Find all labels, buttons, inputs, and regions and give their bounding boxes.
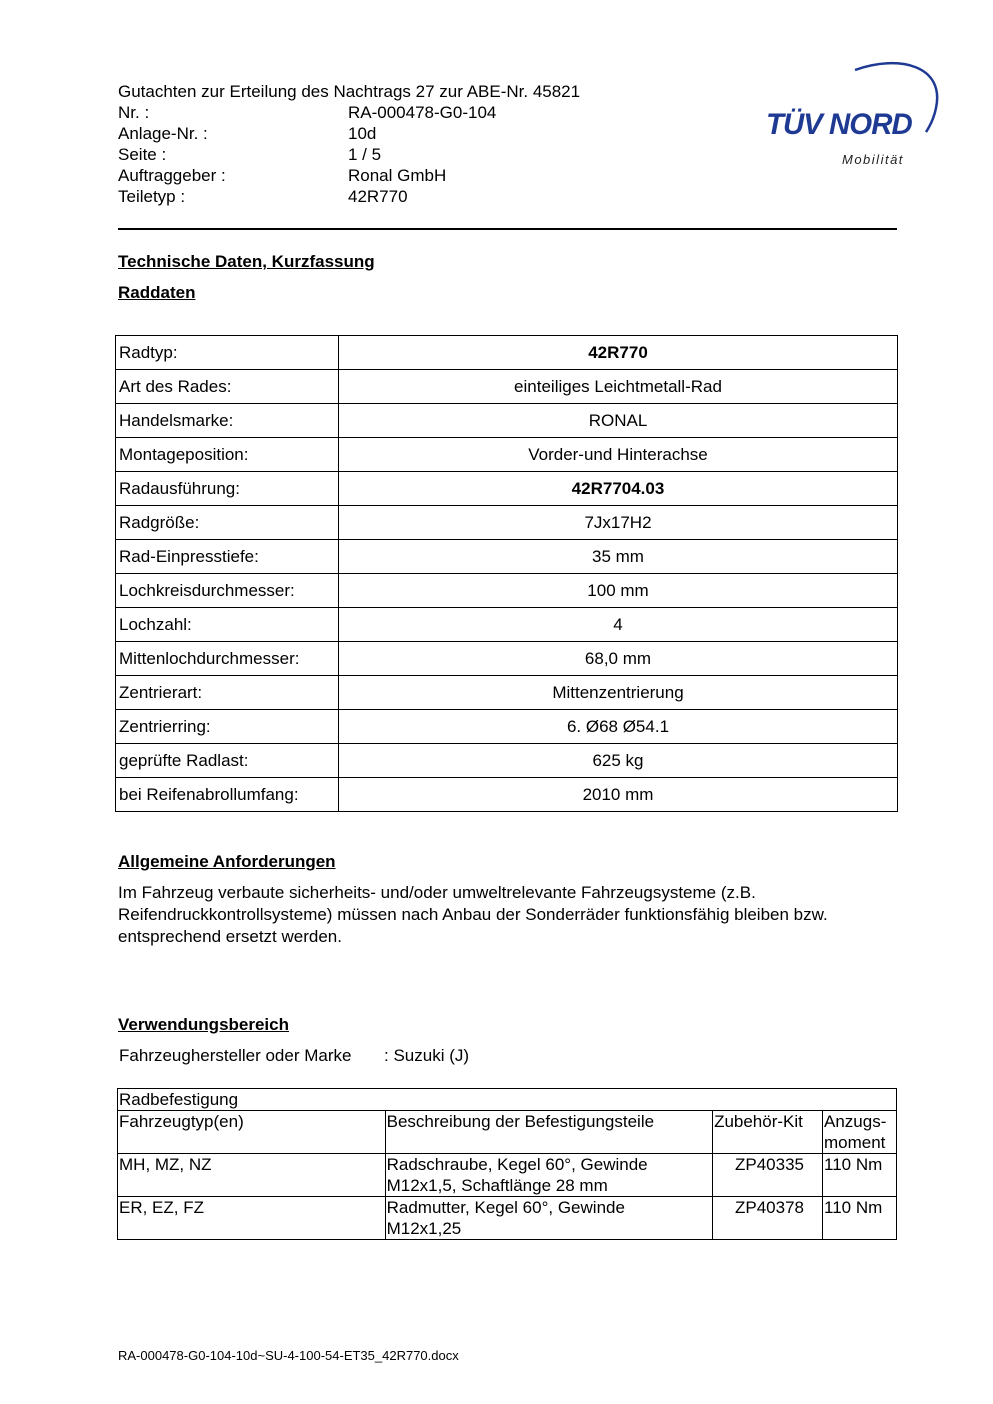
cell-types: ER, EZ, FZ <box>118 1197 386 1240</box>
document-header <box>118 81 678 207</box>
field-value: 10d <box>348 124 377 143</box>
header-moment: moment <box>824 1133 886 1152</box>
wheel-property-value: 42R7704.03 <box>339 472 898 506</box>
header-anzugs: Anzugs- <box>824 1112 887 1131</box>
field-value: Ronal GmbH <box>348 166 447 185</box>
header-zubehoer-kit: Zubehör-Kit <box>713 1111 823 1154</box>
header-anzugsmoment <box>823 1111 897 1154</box>
wheel-property-value: 68,0 mm <box>339 642 898 676</box>
desc-line: Radschraube, Kegel 60°, Gewinde <box>386 1155 648 1174</box>
table-row <box>116 676 898 710</box>
wheel-data-table <box>115 335 898 812</box>
table-row <box>116 472 898 506</box>
wheel-property-value: Vorder-und Hinterachse <box>339 438 898 472</box>
table-row <box>116 642 898 676</box>
wheel-property-value: 42R770 <box>339 336 898 370</box>
wheel-property-value: 7Jx17H2 <box>339 506 898 540</box>
field-label: Seite : <box>118 145 167 164</box>
wheel-property-label: Radtyp: <box>116 336 339 370</box>
document-title: Gutachten zur Erteilung des Nachtrags 27 zur ABE-Nr. 45821 <box>118 82 581 101</box>
wheel-property-label: geprüfte Radlast: <box>116 744 339 778</box>
header-fahrzeugtyp: Fahrzeugtyp(en) <box>118 1111 386 1154</box>
wheel-property-value: Mittenzentrierung <box>339 676 898 710</box>
cell-torque: 110 Nm <box>823 1154 897 1197</box>
vehicle-maker-row <box>119 1046 469 1066</box>
table-row <box>116 574 898 608</box>
wheel-property-label: bei Reifenabrollumfang: <box>116 778 339 812</box>
cell-description <box>385 1197 712 1240</box>
table-row <box>116 540 898 574</box>
wheel-property-label: Handelsmarke: <box>116 404 339 438</box>
heading-raddaten: Raddaten <box>118 283 196 302</box>
cell-types: MH, MZ, NZ <box>118 1154 386 1197</box>
table-row <box>116 710 898 744</box>
wheel-property-value: 2010 mm <box>339 778 898 812</box>
field-label: Anlage-Nr. : <box>118 124 208 143</box>
wheel-property-label: Radausführung: <box>116 472 339 506</box>
wheel-property-label: Lochkreisdurchmesser: <box>116 574 339 608</box>
heading-technische-daten: Technische Daten, Kurzfassung <box>118 252 375 271</box>
table-row <box>116 404 898 438</box>
table-caption-row <box>118 1089 897 1111</box>
table-row <box>116 608 898 642</box>
desc-line: Radmutter, Kegel 60°, Gewinde <box>386 1198 625 1217</box>
tuev-nord-logo <box>760 56 950 176</box>
field-value: 1 / 5 <box>348 145 382 164</box>
table-row <box>118 1197 897 1240</box>
header-field-seite <box>118 144 678 165</box>
heading-verwendungsbereich: Verwendungsbereich <box>118 1015 289 1034</box>
header-field-anlage <box>118 123 678 144</box>
heading-allgemeine-anforderungen: Allgemeine Anforderungen <box>118 852 336 871</box>
table-row <box>116 506 898 540</box>
desc-line: M12x1,5, Schaftlänge 28 mm <box>386 1176 608 1195</box>
wheel-property-value: einteiliges Leichtmetall-Rad <box>339 370 898 404</box>
header-field-auftraggeber <box>118 165 678 186</box>
table-header-row <box>118 1111 897 1154</box>
table-row <box>116 336 898 370</box>
mounting-table <box>117 1088 897 1240</box>
maker-label: Fahrzeughersteller oder Marke <box>119 1046 352 1065</box>
table-row <box>116 438 898 472</box>
wheel-property-value: 35 mm <box>339 540 898 574</box>
table-row <box>118 1154 897 1197</box>
wheel-property-label: Radgröße: <box>116 506 339 540</box>
field-value: RA-000478-G0-104 <box>348 103 497 122</box>
field-label: Nr. : <box>118 103 150 122</box>
table-row <box>116 744 898 778</box>
mount-caption: Radbefestigung <box>118 1089 897 1111</box>
wheel-property-value: 6. Ø68 Ø54.1 <box>339 710 898 744</box>
wheel-property-label: Rad-Einpresstiefe: <box>116 540 339 574</box>
wheel-property-value: 4 <box>339 608 898 642</box>
table-row <box>116 778 898 812</box>
header-field-nr <box>118 102 678 123</box>
table-row <box>116 370 898 404</box>
wheel-property-value: 100 mm <box>339 574 898 608</box>
footer-filename: RA-000478-G0-104-10d~SU-4-100-54-ET35_42R770.docx <box>118 1348 459 1363</box>
wheel-property-label: Art des Rades: <box>116 370 339 404</box>
logo-subtitle: Mobilität <box>842 152 904 167</box>
requirements-paragraph: Im Fahrzeug verbaute sicherheits- und/oder umweltrelevante Fahrzeugsysteme (z.B. Reifendruckkontrollsysteme) müssen nach Anbau der Sonderräder funktionsfähig bleiben bzw. entsprechend ersetzt werden. <box>118 883 828 946</box>
field-label: Teiletyp : <box>118 187 186 206</box>
header-field-teiletyp <box>118 186 678 207</box>
maker-value: : Suzuki (J) <box>384 1046 470 1065</box>
cell-torque: 110 Nm <box>823 1197 897 1240</box>
wheel-property-label: Zentrierring: <box>116 710 339 744</box>
cell-kit: ZP40335 <box>713 1154 823 1197</box>
desc-line: M12x1,25 <box>386 1219 462 1238</box>
wheel-property-label: Mittenlochdurchmesser: <box>116 642 339 676</box>
wheel-property-label: Montageposition: <box>116 438 339 472</box>
header-beschreibung: Beschreibung der Befestigungsteile <box>385 1111 712 1154</box>
field-label: Auftraggeber : <box>118 166 226 185</box>
wheel-property-value: RONAL <box>339 404 898 438</box>
wheel-property-label: Zentrierart: <box>116 676 339 710</box>
cell-description <box>385 1154 712 1197</box>
wheel-property-value: 625 kg <box>339 744 898 778</box>
cell-kit: ZP40378 <box>713 1197 823 1240</box>
logo-brand: TÜV NORD <box>766 108 912 141</box>
field-value: 42R770 <box>348 187 408 206</box>
wheel-property-label: Lochzahl: <box>116 608 339 642</box>
header-divider <box>118 228 897 230</box>
